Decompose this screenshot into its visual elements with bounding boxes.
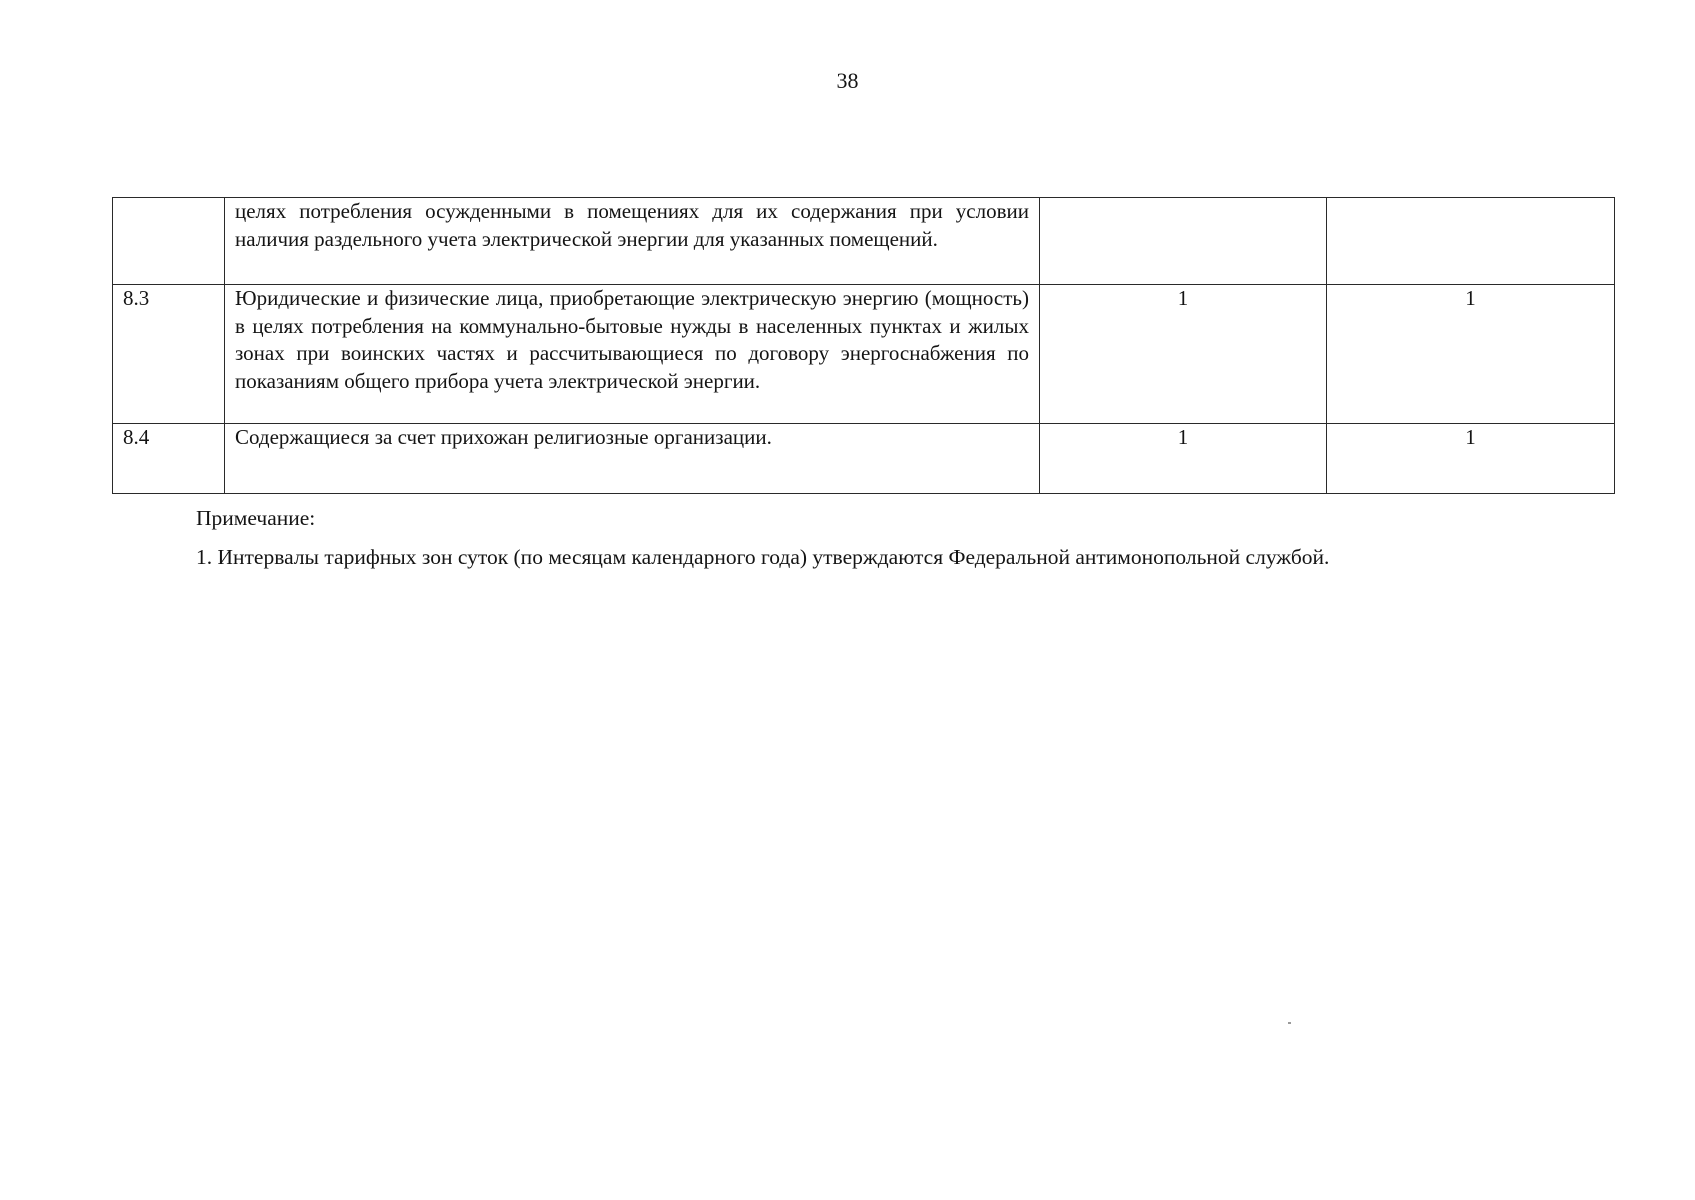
scan-speck (1288, 1022, 1291, 1024)
row-value-1 (1040, 198, 1327, 285)
table-row (113, 285, 1615, 424)
row-number: 8.3 (113, 285, 225, 424)
row-description: Юридические и физические лица, приобретающие электрическую энергию (мощность) в целях потребления на коммунально-бытовые нужды в населенных пунктах и жилых зонах при воинских частях и рассчитывающиеся по договору энергоснабжения по показаниям общего прибора учета электрической энергии. (225, 285, 1040, 424)
notes-section (196, 504, 1616, 571)
tariff-table (112, 197, 1615, 494)
row-value-2: 1 (1327, 285, 1615, 424)
row-description: Содержащиеся за счет прихожан религиозные организации. (225, 424, 1040, 494)
notes-title: Примечание: (196, 506, 316, 530)
row-value-1: 1 (1040, 424, 1327, 494)
note-item: 1. Интервалы тарифных зон суток (по месяцам календарного года) утверждаются Федеральной антимонопольной службой. (196, 545, 1330, 569)
row-value-2 (1327, 198, 1615, 285)
row-value-1: 1 (1040, 285, 1327, 424)
page-number: 38 (836, 68, 859, 93)
row-number: 8.4 (113, 424, 225, 494)
table-row (113, 424, 1615, 494)
row-value-2: 1 (1327, 424, 1615, 494)
row-number (113, 198, 225, 285)
table-row (113, 198, 1615, 285)
row-description: целях потребления осужденными в помещениях для их содержания при условии наличия раздельного учета электрической энергии для указанных помещений. (225, 198, 1040, 285)
